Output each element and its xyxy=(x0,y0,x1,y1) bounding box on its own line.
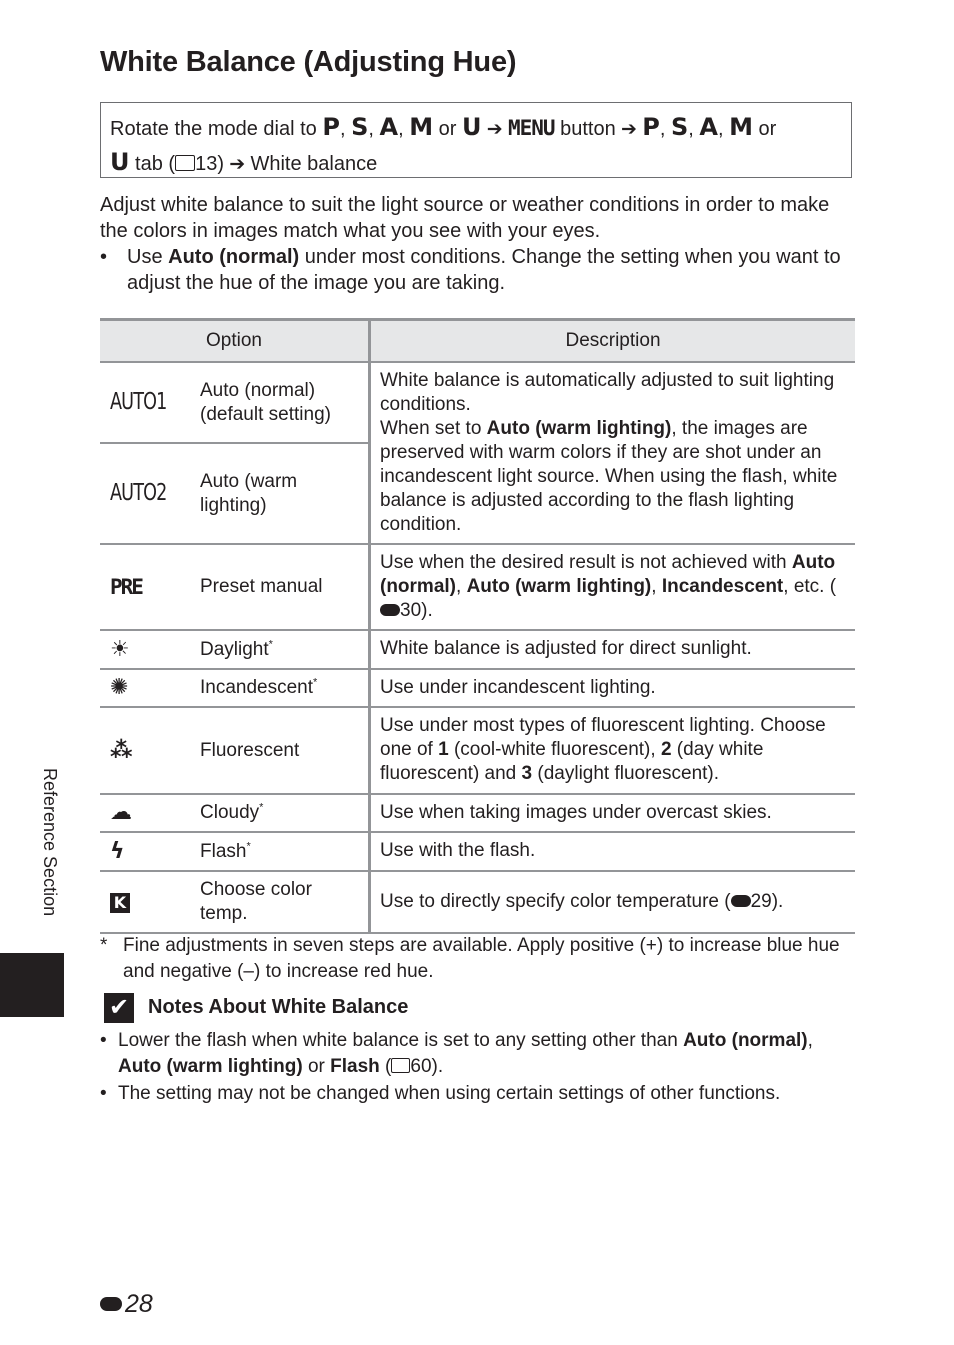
option-name: Cloudy* xyxy=(200,794,370,832)
check-icon: ✔ xyxy=(104,993,134,1023)
flash-icon: ϟ xyxy=(100,832,200,871)
header-option: Option xyxy=(100,320,370,363)
book-icon xyxy=(175,155,195,171)
header-description: Description xyxy=(370,320,856,363)
option-description: Use under incandescent lighting. xyxy=(370,669,856,707)
option-name: Fluorescent xyxy=(200,707,370,794)
auto1-icon: AUTO1 xyxy=(100,362,200,443)
intro-bullet: • Use Auto (normal) under most conditions. Change the setting when you want to adjust the hue of the image you are taking. xyxy=(100,244,852,296)
section-tab xyxy=(0,953,64,1017)
ref-e-icon xyxy=(731,895,751,907)
option-name: Preset manual xyxy=(200,544,370,630)
intro-text xyxy=(100,192,852,296)
option-name: Incandescent* xyxy=(200,669,370,707)
side-section-label: Reference Section xyxy=(40,768,60,917)
intro-paragraph: Adjust white balance to suit the light source or weather conditions in order to make the colors in images match what you see with your eyes. xyxy=(100,194,830,242)
color-temp-icon: K xyxy=(100,871,200,933)
arrow-icon: ➔ xyxy=(615,119,643,140)
option-description: Use with the flash. xyxy=(370,832,856,871)
notes-heading: ✔ Notes About White Balance xyxy=(104,990,408,1024)
option-name: Auto (normal) (default setting) xyxy=(200,362,370,443)
white-balance-table xyxy=(100,318,855,934)
daylight-icon: ☀ xyxy=(100,630,200,669)
cloudy-icon: ☁ xyxy=(100,794,200,832)
option-name: Flash* xyxy=(200,832,370,871)
incandescent-icon: ✺ xyxy=(100,669,200,707)
ref-e-icon xyxy=(380,604,400,616)
book-icon xyxy=(391,1058,410,1073)
notes-bullet: • Lower the flash when white balance is set to any setting other than Auto (normal), Auto (warm lighting) or Flash ( 60). xyxy=(100,1028,852,1080)
menu-path-box: Rotate the mode dial to P, S, A, M or U ➔ MENU button ➔ P, S, A, M or U tab ( 13) ➔ White balance xyxy=(100,102,852,178)
notes-list xyxy=(100,1028,852,1107)
auto-description: White balance is automatically adjusted to suit lighting conditions. When set to Auto (warm lighting), the images are preserved with warm colors if they are shot under an incandescent light source. When using the flash, white balance is adjusted according to the flash lighting condition. xyxy=(370,362,856,544)
auto2-icon: AUTO2 xyxy=(100,443,200,544)
preset-icon: PRE xyxy=(100,544,200,630)
arrow-icon: ➔ xyxy=(481,119,508,140)
option-description: White balance is adjusted for direct sunlight. xyxy=(370,630,856,669)
ref-e-icon xyxy=(100,1297,122,1311)
preset-description: Use when the desired result is not achieved with Auto (normal), Auto (warm lighting), Incandescent, etc. (30). xyxy=(370,544,856,630)
menu-button-icon: MENU xyxy=(507,116,555,140)
notes-bullet: • The setting may not be changed when using certain settings of other functions. xyxy=(100,1081,852,1107)
fluorescent-icon: ⁂ xyxy=(100,707,200,794)
option-name: Choose color temp. xyxy=(200,871,370,933)
option-description: Use when taking images under overcast skies. xyxy=(370,794,856,832)
option-name: Auto (warm lighting) xyxy=(200,443,370,544)
footnote: * Fine adjustments in seven steps are available. Apply positive (+) to increase blue hue and negative (–) to increase red hue. xyxy=(100,935,840,982)
color-temp-description: Use to directly specify color temperature ( 29). xyxy=(370,871,856,933)
fluorescent-description: Use under most types of fluorescent lighting. Choose one of 1 (cool-white fluorescent), 2 (day white fluorescent) and 3 (daylight fluorescent). xyxy=(370,707,856,794)
option-name: Daylight* xyxy=(200,630,370,669)
page-title: White Balance (Adjusting Hue) xyxy=(100,46,517,78)
page-number: 28 xyxy=(100,1290,153,1319)
arrow-icon: ➔ xyxy=(224,154,251,175)
